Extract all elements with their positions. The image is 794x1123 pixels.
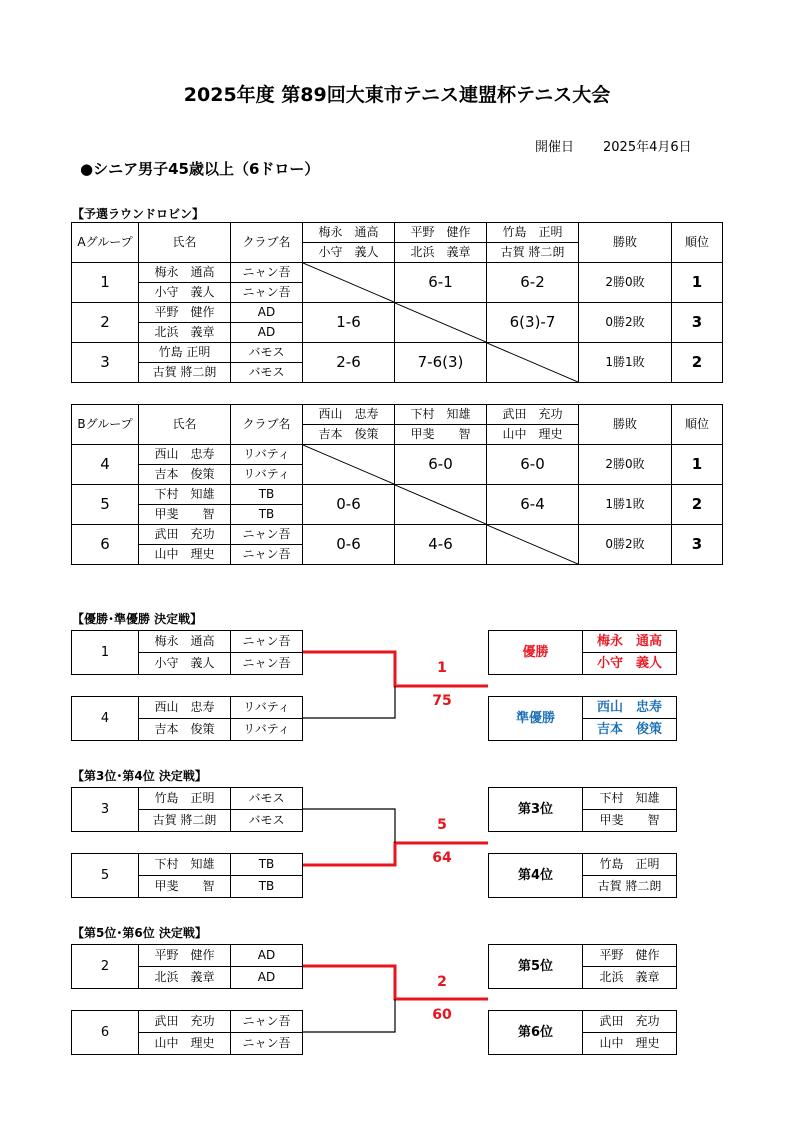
section-title: ●シニア男子45歳以上（6ドロー）	[80, 160, 320, 178]
club-name: バモス	[231, 343, 303, 363]
seed: 6	[72, 525, 139, 565]
player-name: 小守 義人	[139, 653, 231, 675]
player-name: 竹島 正明	[139, 788, 231, 810]
player-name: 西山 忠寿	[139, 697, 231, 719]
player-name: 下村 知雄	[139, 485, 231, 505]
result-box-winner	[488, 630, 677, 675]
player-name: 甲斐 智	[139, 505, 231, 525]
final-score-bottom: 60	[432, 1007, 452, 1023]
final-label: 【第3位･第4位 決定戦】	[72, 769, 207, 783]
bracket-entry	[71, 853, 303, 898]
seed: 3	[72, 343, 139, 383]
player-name: 吉本 俊策	[139, 465, 231, 485]
club-name: AD	[231, 323, 303, 343]
match-score: 2-6	[303, 343, 395, 383]
player-name: 古賀 將二朗	[139, 810, 231, 832]
seed: 2	[72, 303, 139, 343]
seed: 6	[72, 1011, 139, 1055]
opponent-header: 梅永 通高	[303, 223, 395, 243]
win-loss-record: 1勝1敗	[579, 343, 672, 383]
club-name: TB	[231, 854, 303, 876]
final-label: 【優勝･準優勝 決定戦】	[72, 612, 203, 626]
bracket-loser-line	[302, 686, 395, 718]
player-name: 吉本 俊策	[583, 719, 677, 741]
club-name: ニャン吾	[231, 525, 303, 545]
opponent-header: 下村 知雄	[395, 405, 487, 425]
win-loss-record: 2勝0敗	[579, 263, 672, 303]
player-name: 武田 充功	[583, 1011, 677, 1033]
bracket-entry	[71, 944, 303, 989]
header-rank: 順位	[672, 223, 723, 263]
club-name: バモス	[231, 788, 303, 810]
player-name: 梅永 通高	[583, 631, 677, 653]
header-record: 勝敗	[579, 405, 672, 445]
bracket-entry	[71, 1010, 303, 1055]
player-name: 梅永 通高	[139, 631, 231, 653]
club-name: ニャン吾	[231, 545, 303, 565]
match-score: 1-6	[303, 303, 395, 343]
bracket-loser-line	[302, 809, 395, 843]
match-score: 6(3)-7	[487, 303, 579, 343]
club-name: ニャン吾	[231, 263, 303, 283]
player-name: 小守 義人	[139, 283, 231, 303]
result-label: 準優勝	[489, 697, 583, 741]
club-name: TB	[231, 876, 303, 898]
date-value: 2025年4月6日	[603, 140, 692, 155]
club-name: ニャン吾	[231, 283, 303, 303]
match-score: 7-6(3)	[395, 343, 487, 383]
match-score: 0-6	[303, 485, 395, 525]
club-name: TB	[231, 505, 303, 525]
opponent-header: 武田 充功	[487, 405, 579, 425]
seed: 5	[72, 485, 139, 525]
header-record: 勝敗	[579, 223, 672, 263]
opponent-header: 北浜 義章	[395, 243, 487, 263]
player-name: 甲斐 智	[139, 876, 231, 898]
seed: 5	[72, 854, 139, 898]
club-name: AD	[231, 945, 303, 967]
club-name: バモス	[231, 810, 303, 832]
club-name: TB	[231, 485, 303, 505]
seed: 4	[72, 445, 139, 485]
result-box-runner-up	[488, 696, 677, 741]
player-name: 竹島 正明	[139, 343, 231, 363]
club-name: リバティ	[231, 719, 303, 741]
club-name: AD	[231, 303, 303, 323]
match-score: 6-0	[395, 445, 487, 485]
player-name: 北浜 義章	[139, 323, 231, 343]
page-title: 2025年度 第89回大東市テニス連盟杯テニス大会	[183, 84, 611, 106]
bracket-entry	[71, 630, 303, 675]
result-label: 第5位	[489, 945, 583, 989]
player-name: 平野 健作	[139, 303, 231, 323]
header-name: 氏名	[139, 405, 231, 445]
result-box-fourth	[488, 853, 677, 898]
club-name: リバティ	[231, 465, 303, 485]
date-label: 開催日	[535, 140, 575, 155]
result-box-third	[488, 787, 677, 832]
player-name: 山中 理史	[139, 1033, 231, 1055]
bracket-loser-line	[302, 999, 395, 1032]
result-label: 第6位	[489, 1011, 583, 1055]
result-label: 第4位	[489, 854, 583, 898]
result-box-sixth	[488, 1010, 677, 1055]
header-name: 氏名	[139, 223, 231, 263]
final-score-top: 2	[437, 974, 447, 990]
player-name: 北浜 義章	[139, 967, 231, 989]
win-loss-record: 2勝0敗	[579, 445, 672, 485]
opponent-header: 小守 義人	[303, 243, 395, 263]
club-name: AD	[231, 967, 303, 989]
player-name: 小守 義人	[583, 653, 677, 675]
opponent-header: 古賀 將二朗	[487, 243, 579, 263]
win-loss-record: 0勝2敗	[579, 303, 672, 343]
final-score-bottom: 75	[432, 693, 452, 709]
rank: 1	[672, 263, 723, 303]
seed: 4	[72, 697, 139, 741]
final-score-bottom: 64	[432, 850, 452, 866]
group-label: Bグループ	[72, 405, 139, 445]
final-score-top: 1	[437, 660, 447, 676]
match-score: 6-0	[487, 445, 579, 485]
player-name: 下村 知雄	[583, 788, 677, 810]
seed: 3	[72, 788, 139, 832]
rank: 1	[672, 445, 723, 485]
club-name: リバティ	[231, 697, 303, 719]
player-name: 甲斐 智	[583, 810, 677, 832]
player-name: 平野 健作	[139, 945, 231, 967]
player-name: 古賀 將二朗	[583, 876, 677, 898]
player-name: 西山 忠寿	[583, 697, 677, 719]
header-club: クラブ名	[231, 405, 303, 445]
club-name: ニャン吾	[231, 631, 303, 653]
player-name: 平野 健作	[583, 945, 677, 967]
bracket-entry	[71, 696, 303, 741]
rank: 2	[672, 343, 723, 383]
club-name: リバティ	[231, 445, 303, 465]
group-label: Aグループ	[72, 223, 139, 263]
match-score: 6-2	[487, 263, 579, 303]
player-name: 梅永 通高	[139, 263, 231, 283]
final-label: 【第5位･第6位 決定戦】	[72, 926, 207, 940]
opponent-header: 甲斐 智	[395, 425, 487, 445]
match-score: 4-6	[395, 525, 487, 565]
match-score: 0-6	[303, 525, 395, 565]
player-name: 古賀 將二朗	[139, 363, 231, 383]
player-name: 武田 充功	[139, 1011, 231, 1033]
opponent-header: 山中 理史	[487, 425, 579, 445]
player-name: 下村 知雄	[139, 854, 231, 876]
result-box-fifth	[488, 944, 677, 989]
seed: 2	[72, 945, 139, 989]
player-name: 西山 忠寿	[139, 445, 231, 465]
player-name: 山中 理史	[583, 1033, 677, 1055]
player-name: 武田 充功	[139, 525, 231, 545]
club-name: ニャン吾	[231, 653, 303, 675]
bracket-entry	[71, 787, 303, 832]
result-label: 優勝	[489, 631, 583, 675]
rank: 3	[672, 303, 723, 343]
header-club: クラブ名	[231, 223, 303, 263]
player-name: 竹島 正明	[583, 854, 677, 876]
club-name: バモス	[231, 363, 303, 383]
player-name: 北浜 義章	[583, 967, 677, 989]
player-name: 山中 理史	[139, 545, 231, 565]
match-score: 6-1	[395, 263, 487, 303]
player-name: 吉本 俊策	[139, 719, 231, 741]
opponent-header: 西山 忠寿	[303, 405, 395, 425]
win-loss-record: 0勝2敗	[579, 525, 672, 565]
result-label: 第3位	[489, 788, 583, 832]
match-score: 6-4	[487, 485, 579, 525]
rank: 2	[672, 485, 723, 525]
win-loss-record: 1勝1敗	[579, 485, 672, 525]
header-rank: 順位	[672, 405, 723, 445]
opponent-header: 吉本 俊策	[303, 425, 395, 445]
seed: 1	[72, 631, 139, 675]
final-score-top: 5	[437, 817, 447, 833]
rank: 3	[672, 525, 723, 565]
round-robin-label: 【予選ラウンドロビン】	[72, 207, 205, 221]
seed: 1	[72, 263, 139, 303]
opponent-header: 平野 健作	[395, 223, 487, 243]
club-name: ニャン吾	[231, 1033, 303, 1055]
club-name: ニャン吾	[231, 1011, 303, 1033]
opponent-header: 竹島 正明	[487, 223, 579, 243]
